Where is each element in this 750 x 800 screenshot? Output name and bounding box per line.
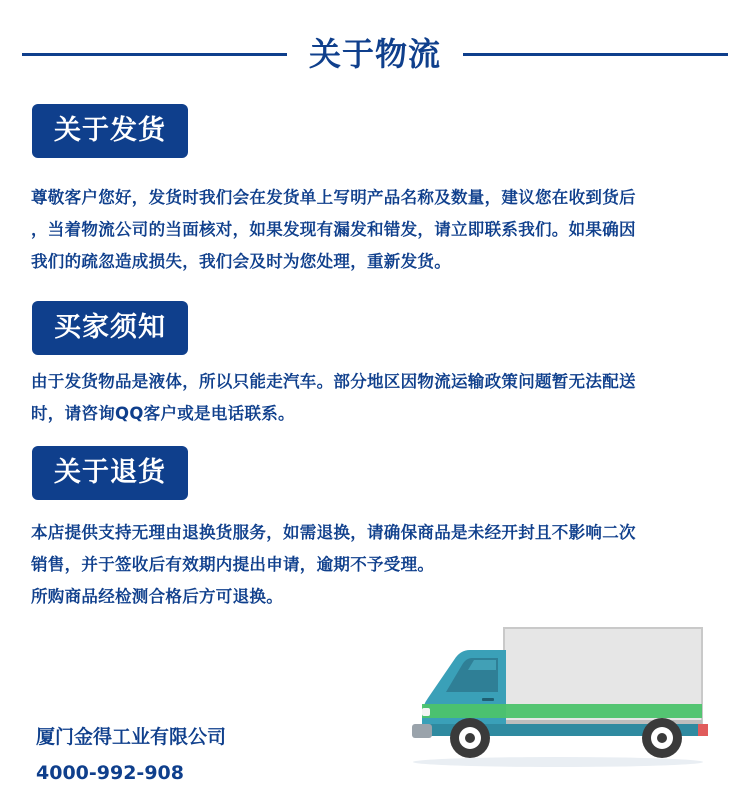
text-line: 本店提供支持无理由退换货服务，如需退换，请确保商品是未经开封且不影响二次 [31,523,636,542]
page-title: 关于物流 [308,35,441,73]
page-header [0,28,750,80]
text-line: 尊敬客户您好，发货时我们会在发货单上写明产品名称及数量，建议您在收到货后 [31,188,636,207]
text-line: ，当着物流公司的当面核对，如果发现有漏发和错发，请立即联系我们。如果确因 [31,220,636,239]
header-divider-right [463,53,728,56]
section-text-buyer-notice [31,366,721,430]
section-heading-returns: 关于退货 [32,446,188,500]
text-line: 所购商品经检测合格后方可退换。 [31,587,283,606]
text-line: 由于发货物品是液体，所以只能走汽车。部分地区因物流运输政策问题暂无法配送 [31,372,636,391]
delivery-truck-icon [408,620,713,770]
text-line: 时，请咨询QQ客户或是电话联系。 [31,404,295,423]
text-line: 销售，并于签收后有效期内提出申请，逾期不予受理。 [31,555,435,574]
header-divider-left [22,53,287,56]
text-line: 我们的疏忽造成损失，我们会及时为您处理，重新发货。 [31,252,451,271]
section-heading-buyer-notice: 买家须知 [32,301,188,355]
phone-number: 4000-992-908 [36,762,184,784]
section-heading-shipping: 关于发货 [32,104,188,158]
section-text-shipping [31,182,721,278]
company-name: 厦门金得工业有限公司 [36,726,227,748]
section-text-returns [31,517,721,613]
